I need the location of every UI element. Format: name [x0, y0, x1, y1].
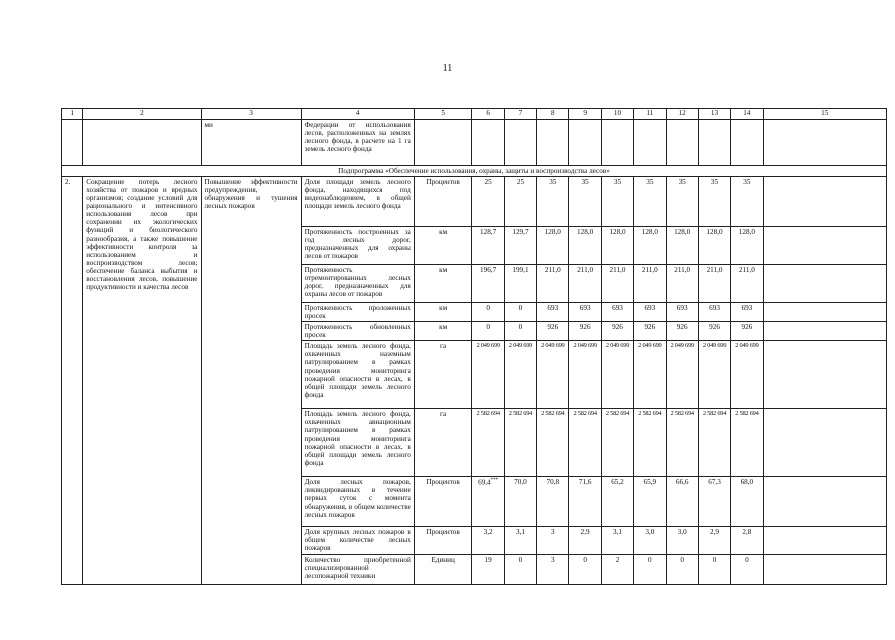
value-cell: 0: [472, 321, 504, 340]
notes-cell: [763, 554, 886, 584]
indicator-name: Площадь земель лесного фонда, охваченных наземным патрулированием в рамках проведения мониторинга пожарной опасности в лесах, в общей площади земель лесного фонда: [301, 341, 414, 409]
column-number: 11: [634, 109, 666, 120]
unit-cell: га: [414, 409, 472, 477]
value-cell: 211,0: [537, 264, 569, 302]
column-number: 9: [569, 109, 601, 120]
column-number: 5: [414, 109, 472, 120]
indicators-table: [61, 108, 887, 585]
notes-cell: [763, 477, 886, 527]
value-cell: 68,0: [731, 477, 763, 527]
value-cell: 65,9: [634, 477, 666, 527]
value-cell: 2 582 694: [698, 409, 730, 477]
value-cell: 2 049 699: [634, 341, 666, 409]
value-cell: 128,0: [666, 226, 698, 264]
value-cell: 35: [698, 176, 730, 226]
value-cell: 2 049 699: [472, 341, 504, 409]
table-row: [62, 176, 887, 226]
unit-cell: км: [414, 302, 472, 321]
unit-cell: Процентов: [414, 527, 472, 554]
unit-cell: Единиц: [414, 554, 472, 584]
value-cell: 128,0: [601, 226, 633, 264]
value-cell: 211,0: [569, 264, 601, 302]
value-cell: 926: [601, 321, 633, 340]
value-cell: 926: [537, 321, 569, 340]
value-cell: 0: [698, 554, 730, 584]
value-cell: 2 582 694: [537, 409, 569, 477]
value-cell: 25: [472, 176, 504, 226]
value-cell: 35: [569, 176, 601, 226]
value-cell: 693: [666, 302, 698, 321]
value-cell: 3,2: [472, 527, 504, 554]
column-number: 6: [472, 109, 504, 120]
indicator-name: Протяженность построенных за год лесных дорог, предназначенных для охраны лесов от пожаров: [301, 226, 414, 264]
value-cell: 2 582 694: [504, 409, 536, 477]
value-cell: 2 049 699: [731, 341, 763, 409]
value-cell: [472, 477, 504, 527]
unit-cell: га: [414, 341, 472, 409]
value-cell: 2 049 699: [504, 341, 536, 409]
header-row: [62, 109, 887, 120]
unit-cell: Процентов: [414, 477, 472, 527]
value-cell: 2 582 694: [731, 409, 763, 477]
continuation-row: [62, 119, 887, 165]
value-cell: 129,7: [504, 226, 536, 264]
value-cell: 3: [537, 527, 569, 554]
indicator-name: Площадь земель лесного фонда, охваченных авиационным патрулированием в рамках проведения мониторинга пожарной опасности в лесах, в общей площади земель лесного фонда: [301, 409, 414, 477]
value-cell: 35: [666, 176, 698, 226]
subprogram-title: Подпрограмма «Обеспечение использования, охраны, защиты и воспроизводства лесов»: [62, 165, 887, 176]
value-cell: 926: [634, 321, 666, 340]
value-cell: 2 582 694: [472, 409, 504, 477]
value-cell: 2 582 694: [666, 409, 698, 477]
indicator-name: Количество приобретенной специализированной лесопожарной техники: [301, 554, 414, 584]
value-cell: 0: [569, 554, 601, 584]
value-cell: 0: [504, 302, 536, 321]
column-number: 13: [698, 109, 730, 120]
task-measure: Повышение эффективности предупреждения, обнаружения и тушения лесных пожаров: [201, 176, 301, 584]
value-cell: 2,8: [731, 527, 763, 554]
task-number: 2.: [62, 176, 83, 584]
indicator-name: Федерации от использования лесов, расположенных на землях лесного фонда, в расчете на 1 га земель лесного фонда: [301, 119, 414, 165]
value-cell: 199,1: [504, 264, 536, 302]
column-number: 2: [83, 109, 201, 120]
value-cell: 65,2: [601, 477, 633, 527]
column-number: 8: [537, 109, 569, 120]
column-number: 3: [201, 109, 301, 120]
measure-cell: ми: [201, 119, 301, 165]
indicator-name: Протяженность обновленных просек: [301, 321, 414, 340]
value-cell: 211,0: [698, 264, 730, 302]
value-cell: 2 582 694: [601, 409, 633, 477]
value-text: 69,4: [478, 478, 491, 487]
value-cell: 128,0: [537, 226, 569, 264]
indicator-name: Протяженность отремонтированных лесных дорог, предназначенных для охраны лесов от пожаров: [301, 264, 414, 302]
value-cell: 2: [601, 554, 633, 584]
value-cell: 2,9: [698, 527, 730, 554]
value-cell: 0: [504, 321, 536, 340]
value-cell: 2 049 699: [537, 341, 569, 409]
value-cell: 926: [569, 321, 601, 340]
notes-cell: [763, 527, 886, 554]
column-number: 7: [504, 109, 536, 120]
notes-cell: [763, 176, 886, 226]
value-cell: 70,8: [537, 477, 569, 527]
notes-cell: [763, 321, 886, 340]
value-cell: 2 049 699: [601, 341, 633, 409]
value-cell: 693: [731, 302, 763, 321]
notes-cell: [763, 409, 886, 477]
notes-cell: [763, 341, 886, 409]
value-cell: 128,0: [698, 226, 730, 264]
value-cell: 0: [666, 554, 698, 584]
value-cell: 693: [601, 302, 633, 321]
value-cell: 926: [698, 321, 730, 340]
footnote-mark: ***: [490, 478, 499, 484]
value-cell: 211,0: [634, 264, 666, 302]
indicator-name: Доля площади земель лесного фонда, находящихся под видеонаблюдением, в общей площади земель лесного фонда: [301, 176, 414, 226]
value-cell: 693: [569, 302, 601, 321]
value-cell: 693: [634, 302, 666, 321]
value-cell: 3,0: [634, 527, 666, 554]
task-goal: Сокращение потерь лесного хозяйства от пожаров и вредных организмов; создание условий для рационального и интенсивного использования лесов при сохранении их экологических функций и биологического разнообразия, а также повышение эффективности контроля за использованием и воспроизводством лесов; обеспечение баланса выбытия и восстановления лесов, повышение продуктивности и качества лесов: [83, 176, 201, 584]
unit-cell: км: [414, 321, 472, 340]
value-cell: 128,0: [634, 226, 666, 264]
value-cell: 211,0: [731, 264, 763, 302]
value-cell: 3,0: [666, 527, 698, 554]
value-cell: 0: [504, 554, 536, 584]
column-number: 12: [666, 109, 698, 120]
column-number: 14: [731, 109, 763, 120]
indicator-name: Доля лесных пожаров, ликвидированных в течение первых суток с момента обнаружения, в общем количестве лесных пожаров: [301, 477, 414, 527]
value-cell: 70,0: [504, 477, 536, 527]
notes-cell: [763, 302, 886, 321]
value-cell: 35: [634, 176, 666, 226]
value-cell: 128,0: [569, 226, 601, 264]
unit-cell: км: [414, 264, 472, 302]
value-cell: 693: [698, 302, 730, 321]
page-number: 11: [442, 63, 453, 74]
value-cell: 196,7: [472, 264, 504, 302]
column-number: 4: [301, 109, 414, 120]
value-cell: 67,3: [698, 477, 730, 527]
value-cell: 2 582 694: [569, 409, 601, 477]
value-cell: 693: [537, 302, 569, 321]
value-cell: 128,0: [731, 226, 763, 264]
unit-cell: Процентов: [414, 176, 472, 226]
value-cell: 3,1: [601, 527, 633, 554]
value-cell: 35: [601, 176, 633, 226]
notes-cell: [763, 226, 886, 264]
column-number: 1: [62, 109, 83, 120]
value-cell: 71,6: [569, 477, 601, 527]
value-cell: 926: [666, 321, 698, 340]
notes-cell: [763, 264, 886, 302]
indicator-name: Доля крупных лесных пожаров в общем количестве лесных пожаров: [301, 527, 414, 554]
unit-cell: км: [414, 226, 472, 264]
value-cell: 2,9: [569, 527, 601, 554]
value-cell: 25: [504, 176, 536, 226]
value-cell: 0: [731, 554, 763, 584]
value-cell: 3,1: [504, 527, 536, 554]
value-cell: 0: [472, 302, 504, 321]
value-cell: 926: [731, 321, 763, 340]
value-cell: 128,7: [472, 226, 504, 264]
value-cell: 211,0: [601, 264, 633, 302]
value-cell: 35: [537, 176, 569, 226]
value-cell: 2 049 699: [698, 341, 730, 409]
indicator-name: Протяженность проложенных просек: [301, 302, 414, 321]
value-cell: 0: [634, 554, 666, 584]
value-cell: 2 049 699: [666, 341, 698, 409]
value-cell: 3: [537, 554, 569, 584]
column-number: 15: [763, 109, 886, 120]
value-cell: 2 049 699: [569, 341, 601, 409]
value-cell: 66,6: [666, 477, 698, 527]
value-cell: 2 582 694: [634, 409, 666, 477]
value-cell: 211,0: [666, 264, 698, 302]
value-cell: 35: [731, 176, 763, 226]
subprogram-row: [62, 165, 887, 176]
value-cell: 19: [472, 554, 504, 584]
column-number: 10: [601, 109, 633, 120]
